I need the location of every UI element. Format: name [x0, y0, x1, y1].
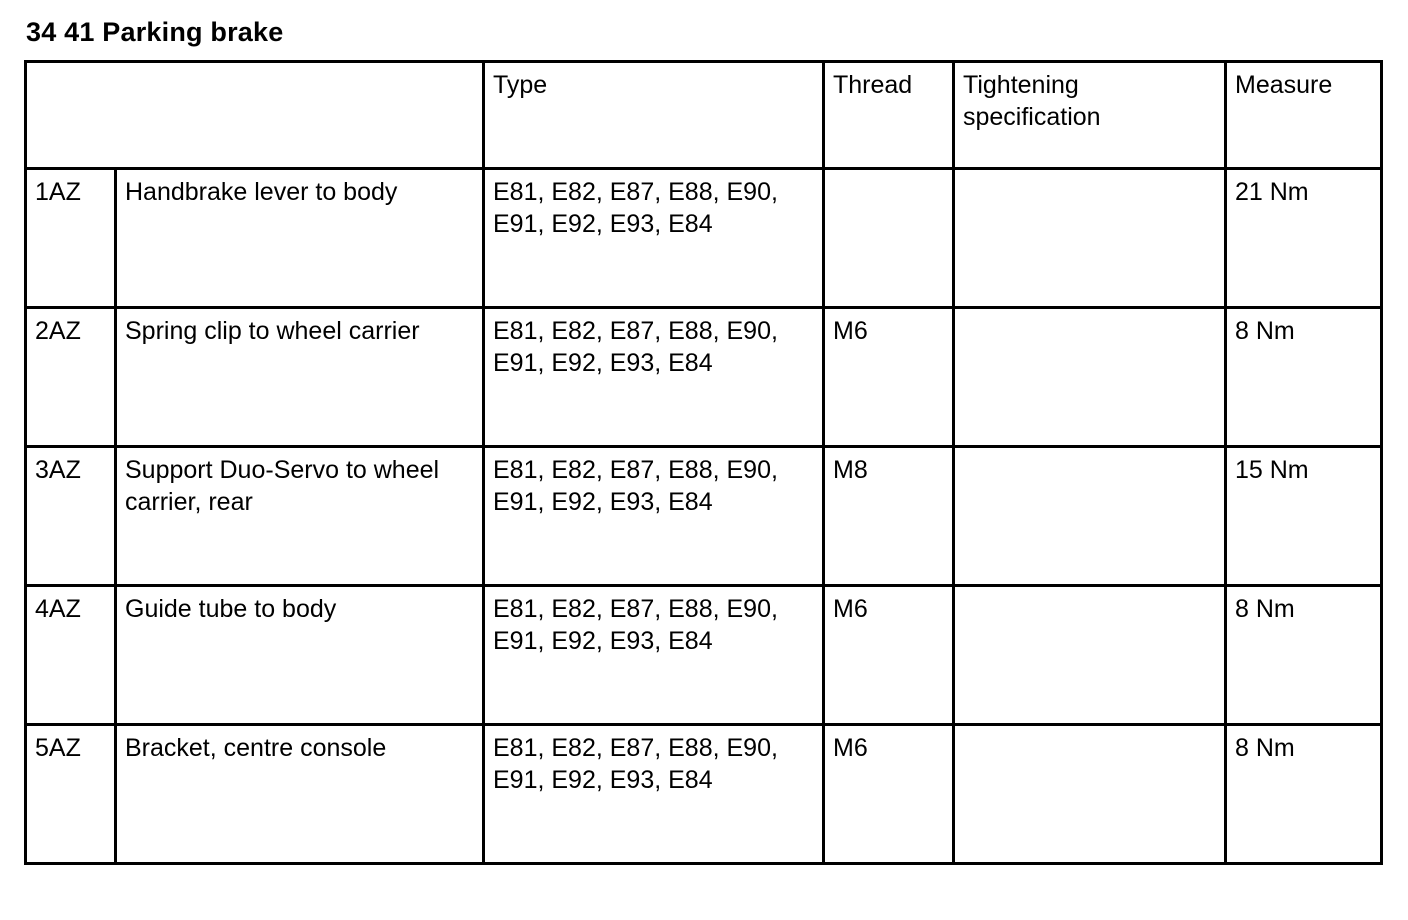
torque-specification-table — [24, 60, 1383, 865]
page-title: 34 41 Parking brake — [26, 17, 284, 47]
cell-position: 3AZ — [26, 446, 116, 585]
column-header-tightening-specification: Tightening specification — [954, 61, 1226, 168]
column-header-description — [116, 61, 484, 168]
column-header-measure: Measure — [1226, 61, 1382, 168]
column-header-position — [26, 61, 116, 168]
cell-description: Guide tube to body — [116, 585, 484, 724]
cell-description: Bracket, centre console — [116, 724, 484, 863]
table-row — [26, 585, 1382, 724]
cell-type: E81, E82, E87, E88, E90, E91, E92, E93, E84 — [484, 307, 824, 446]
table-row — [26, 724, 1382, 863]
cell-type: E81, E82, E87, E88, E90, E91, E92, E93, E84 — [484, 585, 824, 724]
cell-thread: M6 — [824, 724, 954, 863]
cell-type: E81, E82, E87, E88, E90, E91, E92, E93, E84 — [484, 168, 824, 307]
cell-tightening-specification — [954, 446, 1226, 585]
column-header-type: Type — [484, 61, 824, 168]
cell-description: Support Duo-Servo to wheel carrier, rear — [116, 446, 484, 585]
cell-thread — [824, 168, 954, 307]
table-row — [26, 168, 1382, 307]
cell-thread: M6 — [824, 307, 954, 446]
table-header — [26, 61, 1382, 168]
cell-thread: M6 — [824, 585, 954, 724]
cell-tightening-specification — [954, 724, 1226, 863]
cell-type: E81, E82, E87, E88, E90, E91, E92, E93, E84 — [484, 446, 824, 585]
table-body — [26, 168, 1382, 863]
cell-tightening-specification — [954, 307, 1226, 446]
cell-type: E81, E82, E87, E88, E90, E91, E92, E93, E84 — [484, 724, 824, 863]
cell-measure: 8 Nm — [1226, 307, 1382, 446]
table-row — [26, 446, 1382, 585]
cell-position: 2AZ — [26, 307, 116, 446]
table-row — [26, 307, 1382, 446]
cell-measure: 15 Nm — [1226, 446, 1382, 585]
cell-position: 1AZ — [26, 168, 116, 307]
cell-description: Handbrake lever to body — [116, 168, 484, 307]
cell-tightening-specification — [954, 585, 1226, 724]
table-header-row — [26, 61, 1382, 168]
cell-position: 4AZ — [26, 585, 116, 724]
cell-measure: 21 Nm — [1226, 168, 1382, 307]
cell-measure: 8 Nm — [1226, 585, 1382, 724]
cell-thread: M8 — [824, 446, 954, 585]
cell-position: 5AZ — [26, 724, 116, 863]
cell-measure: 8 Nm — [1226, 724, 1382, 863]
cell-description: Spring clip to wheel carrier — [116, 307, 484, 446]
cell-tightening-specification — [954, 168, 1226, 307]
column-header-thread: Thread — [824, 61, 954, 168]
